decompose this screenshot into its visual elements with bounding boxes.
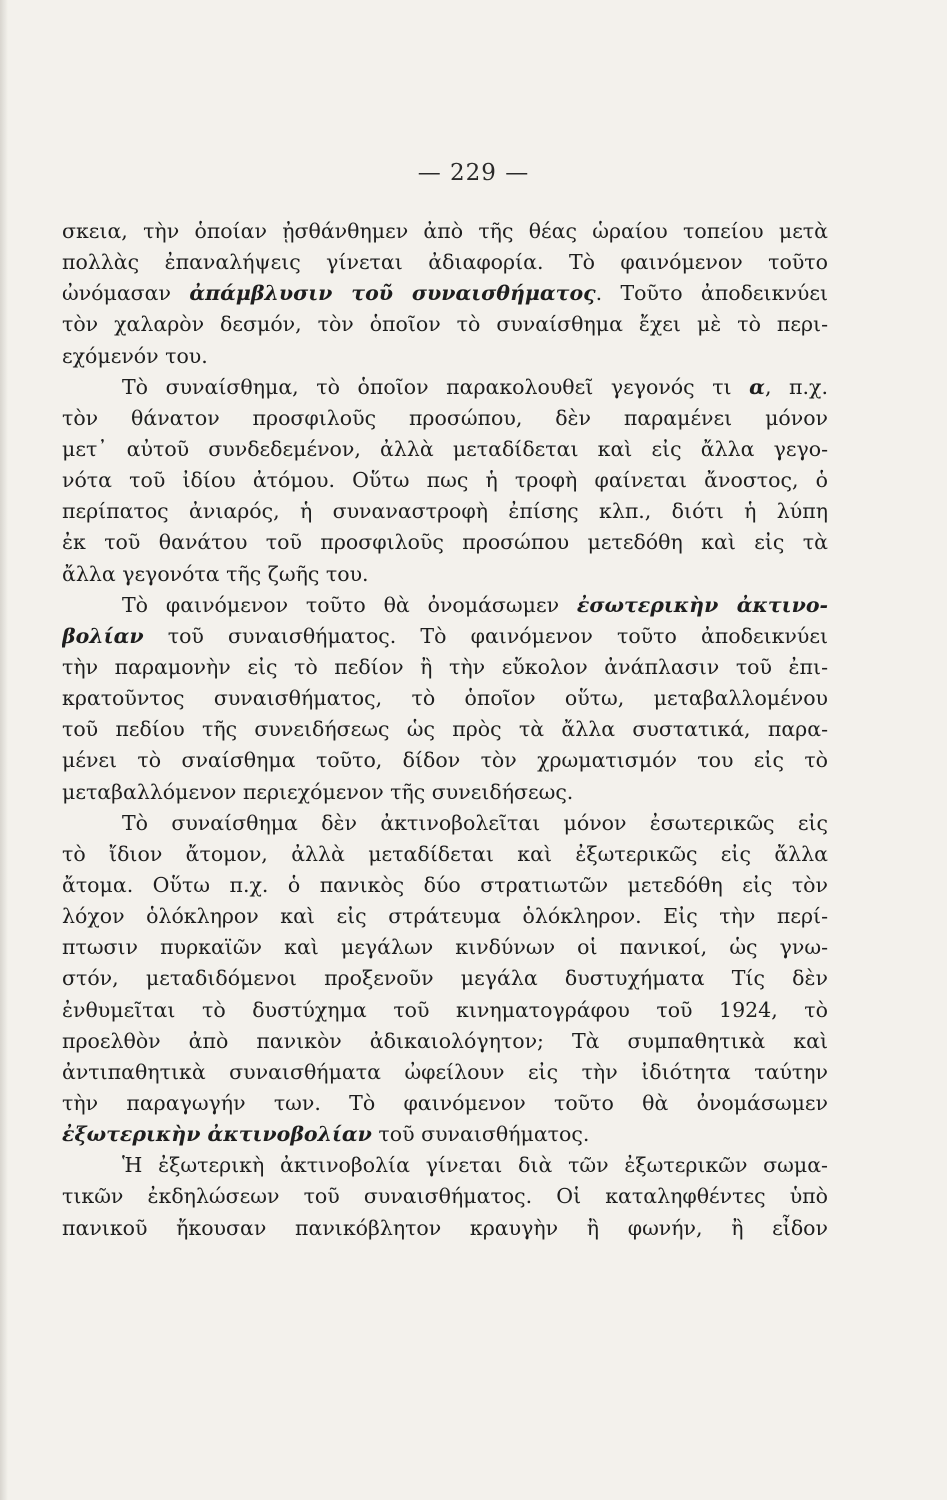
text-line: [62, 309, 828, 340]
text-line: [62, 278, 828, 309]
text-line: [62, 1213, 828, 1244]
text-line: [62, 745, 828, 776]
line-text: στόν, μεταδιδόμενοι προξενοῦν μεγάλα δυστυχήματα Τίς δὲν: [62, 966, 828, 991]
line-text: ἀντιπαθητικὰ συναισθήματα ὠφείλουν εἰς τὴν ἰδιότητα ταύτην: [62, 1059, 828, 1084]
text-line: [62, 527, 828, 558]
line-text: σκεια, τὴν ὁποίαν ᾐσθάνθημεν ἀπὸ τῆς θέας ὡραίου τοπείου μετὰ: [62, 219, 828, 243]
text-line: [62, 901, 828, 932]
text-line: [62, 714, 828, 745]
line-text: τὸν θάνατον προσφιλοῦς προσώπου, δὲν παραμένει μόνον: [62, 405, 828, 430]
line-text: τὴν παραμονὴν εἰς τὸ πεδίον ἢ τὴν εὔκολον ἀνάπλασιν τοῦ ἐπι-: [62, 654, 828, 679]
text-line: [62, 590, 828, 621]
line-text: τοῦ συναισθήματος.: [371, 1122, 590, 1147]
emphasized-symbol: α: [749, 374, 765, 399]
line-text: τοῦ πεδίου τῆς συνειδήσεως ὡς πρὸς τὰ ἄλλα συστατικά, παρα-: [62, 717, 828, 742]
line-text: τικῶν ἐκδηλώσεων τοῦ συναισθήματος. Οἱ καταληφθέντες ὑπὸ: [62, 1184, 828, 1209]
text-line: [62, 1026, 828, 1057]
line-text: Τὸ συναίσθημα, τὸ ὁποῖον παρακολουθεῖ γεγονός τι: [122, 374, 750, 399]
line-text: πτωσιν πυρκαϊῶν καὶ μεγάλων κινδύνων οἱ πανικοί, ὡς γνω-: [62, 935, 828, 960]
line-text: τὴν παραγωγήν των. Τὸ φαινόμενον τοῦτο θὰ ὀνομάσωμεν: [62, 1090, 828, 1115]
line-text: ἄλλα γεγονότα τῆς ζωῆς του.: [62, 561, 369, 586]
line-text: μεταβαλλόμενον περιεχόμενον τῆς συνειδήσεως.: [62, 779, 574, 804]
text-line: [62, 995, 828, 1026]
text-line: [62, 808, 828, 839]
text-line: [62, 247, 828, 278]
line-text: πανικοῦ ἤκουσαν πανικόβλητον κραυγὴν ἢ φωνήν, ἢ εἶδον: [62, 1215, 828, 1240]
text-line: [62, 216, 828, 247]
line-text: Ἡ ἐξωτερικὴ ἀκτινοβολία γίνεται διὰ τῶν ἐξωτερικῶν σωμα-: [122, 1153, 828, 1178]
line-text: κρατοῦντος συναισθήματος, τὸ ὁποῖον οὕτω, μεταβαλλομένου: [62, 686, 828, 711]
line-text: λόχον ὁλόκληρον καὶ εἰς στράτευμα ὁλόκληρον. Εἰς τὴν περί-: [62, 904, 828, 929]
text-line: [62, 496, 828, 527]
line-text: πολλὰς ἐπαναλήψεις γίνεται ἀδιαφορία. Τὸ φαινόμενον τοῦτο: [62, 250, 828, 275]
emphasized-term: ἐσωτερικὴν ἀκτινο-: [576, 592, 828, 617]
text-line: [62, 403, 828, 434]
body-text: [62, 216, 828, 1244]
line-text: τὸν χαλαρὸν δεσμόν, τὸν ὁποῖον τὸ συναίσθημα ἔχει μὲ τὸ περι-: [62, 312, 828, 337]
text-line: [62, 372, 828, 403]
text-line: [62, 932, 828, 963]
line-text: , π.χ.: [764, 374, 828, 399]
line-text: μένει τὸ σναίσθημα τοῦτο, δίδον τὸν χρωματισμόν του εἰς τὸ: [62, 748, 828, 773]
line-text: Τὸ φαινόμενον τοῦτο θὰ ὀνομάσωμεν: [122, 592, 577, 617]
emphasized-term: ἀπάμβλυσιν τοῦ συναισθήματος: [189, 281, 596, 306]
line-text: μετ᾽ αὐτοῦ συνδεδεμένον, ἀλλὰ μεταδίδεται καὶ εἰς ἄλλα γεγο-: [62, 436, 828, 461]
line-text: νότα τοῦ ἰδίου ἀτόμου. Οὕτω πως ἡ τροφὴ φαίνεται ἄνοστος, ὁ: [62, 468, 828, 493]
text-line: [62, 963, 828, 994]
text-line: [62, 1119, 828, 1150]
text-line: [62, 621, 828, 652]
emphasized-term: βολίαν: [62, 623, 144, 648]
line-text: προελθὸν ἀπὸ πανικὸν ἀδικαιολόγητον; Τὰ συμπαθητικὰ καὶ: [62, 1028, 828, 1053]
line-text: ἐκ τοῦ θανάτου τοῦ προσφιλοῦς προσώπου μετεδόθη καὶ εἰς τὰ: [62, 530, 828, 555]
line-text: τοῦ συναισθήματος. Τὸ φαινόμενον τοῦτο ἀποδεικνύει: [143, 623, 828, 648]
text-line: [62, 870, 828, 901]
line-text: . Τοῦτο ἀποδεικνύει: [595, 281, 828, 306]
line-text: εχόμενόν του.: [62, 343, 208, 368]
line-text: ἐνθυμεῖται τὸ δυστύχημα τοῦ κινηματογράφου τοῦ 1924, τὸ: [62, 997, 828, 1022]
text-line: [62, 1057, 828, 1088]
text-line: [62, 777, 828, 808]
text-line: [62, 652, 828, 683]
text-line: [62, 559, 828, 590]
text-line: [62, 1150, 828, 1181]
line-text: περίπατος ἀνιαρός, ἡ συναναστροφὴ ἐπίσης κλπ., διότι ἡ λύπη: [62, 499, 828, 524]
page-number: — 229 —: [417, 160, 530, 186]
line-text: ἄτομα. Οὕτω π.χ. ὁ πανικὸς δύο στρατιωτῶν μετεδόθη εἰς τὸν: [62, 872, 828, 897]
text-line: [62, 341, 828, 372]
page-edge-shadow: [0, 0, 8, 1500]
text-line: [62, 434, 828, 465]
text-line: [62, 465, 828, 496]
text-line: [62, 1088, 828, 1119]
text-line: [62, 839, 828, 870]
text-line: [62, 1181, 828, 1212]
emphasized-term: ἐξωτερικὴν ἀκτινοβολίαν: [62, 1122, 372, 1147]
line-text: τὸ ἴδιον ἄτομον, ἀλλὰ μεταδίδεται καὶ ἐξωτερικῶς εἰς ἄλλα: [62, 841, 828, 866]
text-line: [62, 683, 828, 714]
line-text: ὠνόμασαν: [62, 281, 190, 306]
line-text: Τὸ συναίσθημα δὲν ἀκτινοβολεῖται μόνον ἐσωτερικῶς εἰς: [122, 810, 828, 835]
